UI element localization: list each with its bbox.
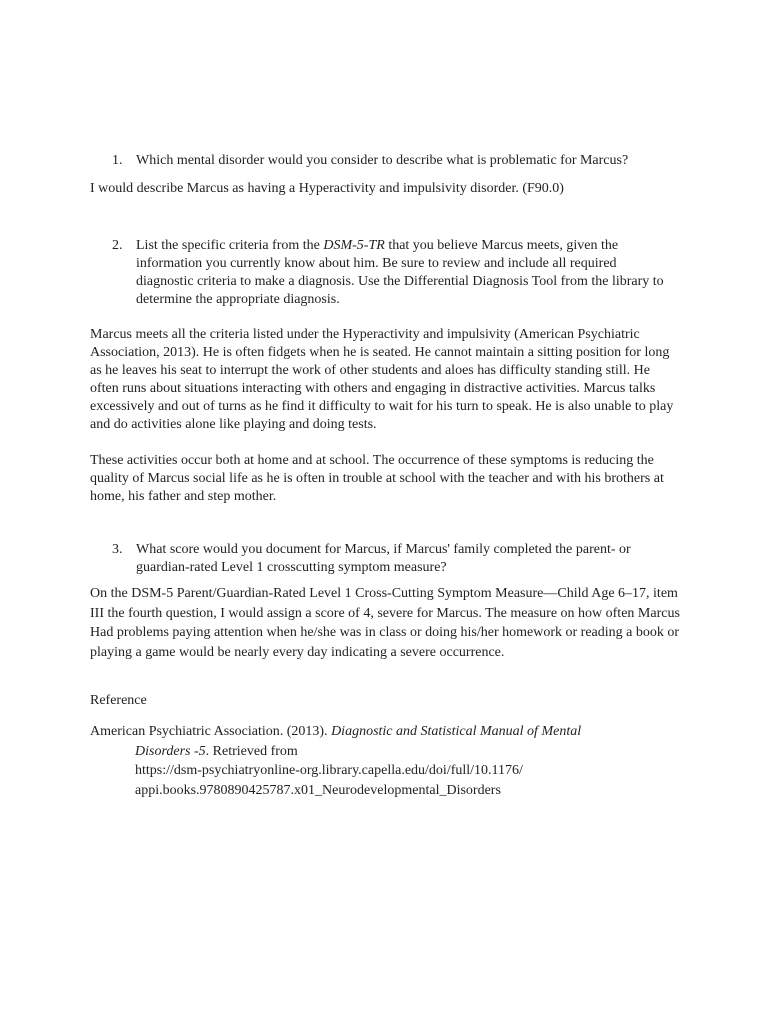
question-2-text-before: List the specific criteria from the (136, 238, 324, 253)
answer-3: On the DSM-5 Parent/Guardian-Rated Level 1 Cross-Cutting Symptom Measure—Child Age 6–17, item III the fourth question, I would assign a score of 4, severe for Marcus. The measure on how often Marcus Had problems paying attention when he/she was in class or doing his/her homework or reading a book or playing a game would be nearly every day indicating a severe occurrence. (90, 586, 680, 660)
reference-book-title-1: Diagnostic and Statistical Manual of Mental (331, 724, 582, 739)
question-2-text (136, 237, 672, 309)
reference-book-title-2: Disorders -5 (135, 743, 206, 759)
question-3 (112, 541, 672, 577)
reference-entry (90, 722, 680, 800)
reference-url-line-2: appi.books.9780890425787.x01_Neurodevelopmental_Disorders (135, 782, 501, 798)
reference-url-line-1: https://dsm-psychiatryonline-org.library.capella.edu/doi/full/10.1176/ (135, 763, 523, 778)
question-1-number: 1. (112, 153, 123, 168)
reference-heading: Reference (90, 693, 147, 708)
reference-author: American Psychiatric Association. (2013). (90, 724, 332, 739)
answer-2-paragraph-1: Marcus meets all the criteria listed under the Hyperactivity and impulsivity (American Psychiatric Association, 2013). He is often fidgets when he is seated. He cannot maintain a sitting position for long as he leaves his seat to interrupt the work of other students and aloes has difficulty standing still. He often runs about situations interacting with others and engaging in distractive activities. Marcus talks excessively and out of turns as he find it difficulty to wait for his turn to speak. He is also unable to play and do activities alone like playing and doing tests. (90, 327, 674, 432)
reference-retrieved: . Retrieved from (205, 743, 298, 759)
answer-2-paragraph-2: These activities occur both at home and at school. The occurrence of these symptoms is reducing the quality of Marcus social life as he is often in trouble at school with the teacher and with his brothers at home, his father and step mother. (90, 453, 664, 504)
question-2-number: 2. (112, 238, 123, 253)
question-1 (112, 152, 672, 170)
question-3-text: What score would you document for Marcus, if Marcus' family completed the parent- or guardian-rated Level 1 crosscutting symptom measure? (136, 542, 631, 575)
question-2-text-italic: DSM-5-TR (323, 238, 385, 253)
question-3-number: 3. (112, 542, 123, 557)
question-1-text: Which mental disorder would you consider to describe what is problematic for Marcus? (136, 153, 629, 168)
question-2-text-after: that you believe Marcus meets, given the information you currently know about him. Be sure to review and include all required diagnostic criteria to make a diagnosis. Use the Differential Diagnosis Tool from the library to determine the appropriate diagnosis. (136, 238, 664, 307)
reference-line-2 (90, 742, 680, 762)
answer-1: I would describe Marcus as having a Hyperactivity and impulsivity disorder. (F90.0) (90, 181, 564, 196)
reference-line-1 (90, 722, 680, 742)
question-2 (112, 237, 672, 309)
